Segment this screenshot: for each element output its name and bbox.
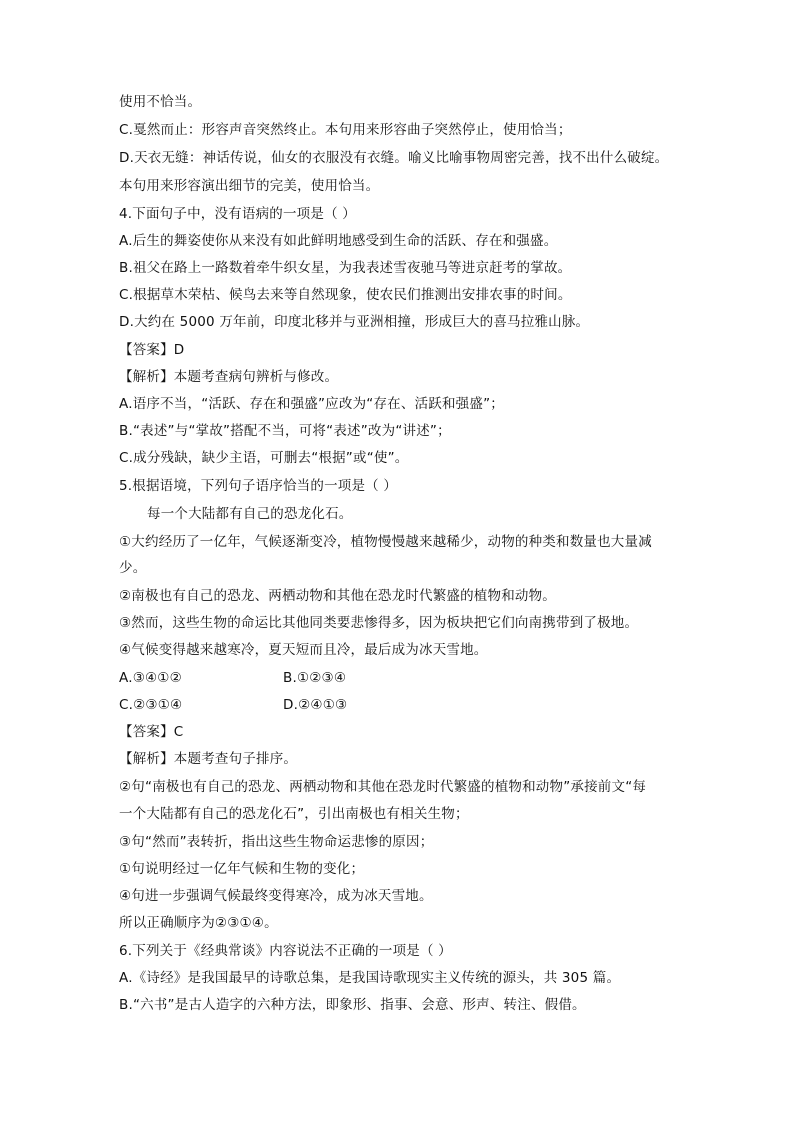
question-4-option-c: C.根据草木荣枯、候鸟去来等自然现象，使农民们推测出安排农事的时间。 [119, 287, 572, 303]
question-5-option-d: D.②④①③ [283, 697, 348, 713]
question-5-option-c: C.②③①④ [119, 697, 183, 713]
answer-4: 【答案】D [119, 342, 185, 358]
question-4-option-d: D.大约在 5000 万年前，印度北移并与亚洲相撞，形成巨大的喜马拉雅山脉。 [119, 314, 590, 330]
text-line: 所以正确顺序为②③①④。 [119, 915, 278, 931]
analysis-4-heading: 【解析】本题考查病句辨析与修改。 [119, 369, 339, 385]
question-4-stem: 4.下面句子中，没有语病的一项是（ ） [119, 206, 356, 222]
question-5-option-b: B.①②③④ [283, 670, 347, 686]
text-line: 本句用来形容演出细节的完美，使用恰当。 [119, 178, 380, 194]
question-4-option-b: B.祖父在路上一路数着牵牛织女星，为我表述雪夜驰马等进京赶考的掌故。 [119, 260, 572, 276]
question-6-stem: 6.下列关于《经典常谈》内容说法不正确的一项是（ ） [119, 943, 452, 959]
answer-5: 【答案】C [119, 724, 184, 740]
text-line: ④气候变得越来越寒冷，夏天短而且冷，最后成为冰天雪地。 [119, 642, 488, 658]
question-6-option-a: A.《诗经》是我国最早的诗歌总集，是我国诗歌现实主义传统的源头，共 305 篇。 [119, 970, 621, 986]
analysis-5-heading: 【解析】本题考查句子排序。 [119, 751, 298, 767]
text-line: C.戛然而止：形容声音突然终止。本句用来形容曲子突然停止，使用恰当； [119, 122, 572, 138]
text-line: ②句“南极也有自己的恐龙、两栖动物和其他在恐龙时代繁盛的植物和动物”承接前文“每 [119, 779, 647, 795]
text-line: ③句“然而”表转折，指出这些生物命运悲惨的原因； [119, 834, 434, 850]
text-line: 一个大陆都有自己的恐龙化石”，引出南极也有相关生物； [119, 806, 469, 822]
question-5-option-a: A.③④①② [119, 670, 182, 686]
text-line: C.成分残缺，缺少主语，可删去“根据”或“使”。 [119, 450, 409, 466]
text-line: ③然而，这些生物的命运比其他同类要悲惨得多，因为板块把它们向南携带到了极地。 [119, 615, 639, 631]
text-line: ①大约经历了一亿年，气候逐渐变冷，植物慢慢越来越稀少，动物的种类和数量也大量减 [119, 534, 652, 550]
question-4-option-a: A.后生的舞姿使你从来没有如此鲜明地感受到生命的活跃、存在和强盛。 [119, 233, 558, 249]
text-line: B.“表述”与“掌故”搭配不当，可将“表述”改为“讲述”； [119, 423, 451, 439]
text-line: 少。 [119, 560, 147, 576]
text-line: A.语序不当，“活跃、存在和强盛”应改为“存在、活跃和强盛”； [119, 396, 504, 412]
text-line: ②南极也有自己的恐龙、两栖动物和其他在恐龙时代繁盛的植物和动物。 [119, 588, 557, 604]
question-5-stem: 5.根据语境，下列句子语序恰当的一项是（ ） [119, 478, 398, 494]
text-line: ④句进一步强调气候最终变得寒冷，成为冰天雪地。 [119, 888, 433, 904]
text-line: D.天衣无缝：神话传说，仙女的衣服没有衣缝。喻义比喻事物周密完善，找不出什么破绽。 [119, 150, 669, 166]
question-5-context: 每一个大陆都有自己的恐龙化石。 [147, 506, 353, 522]
text-line: ①句说明经过一亿年气候和生物的变化； [119, 861, 365, 877]
question-6-option-b: B.“六书”是古人造字的六种方法，即象形、指事、会意、形声、转注、假借。 [119, 997, 586, 1013]
text-line: 使用不恰当。 [119, 94, 202, 110]
